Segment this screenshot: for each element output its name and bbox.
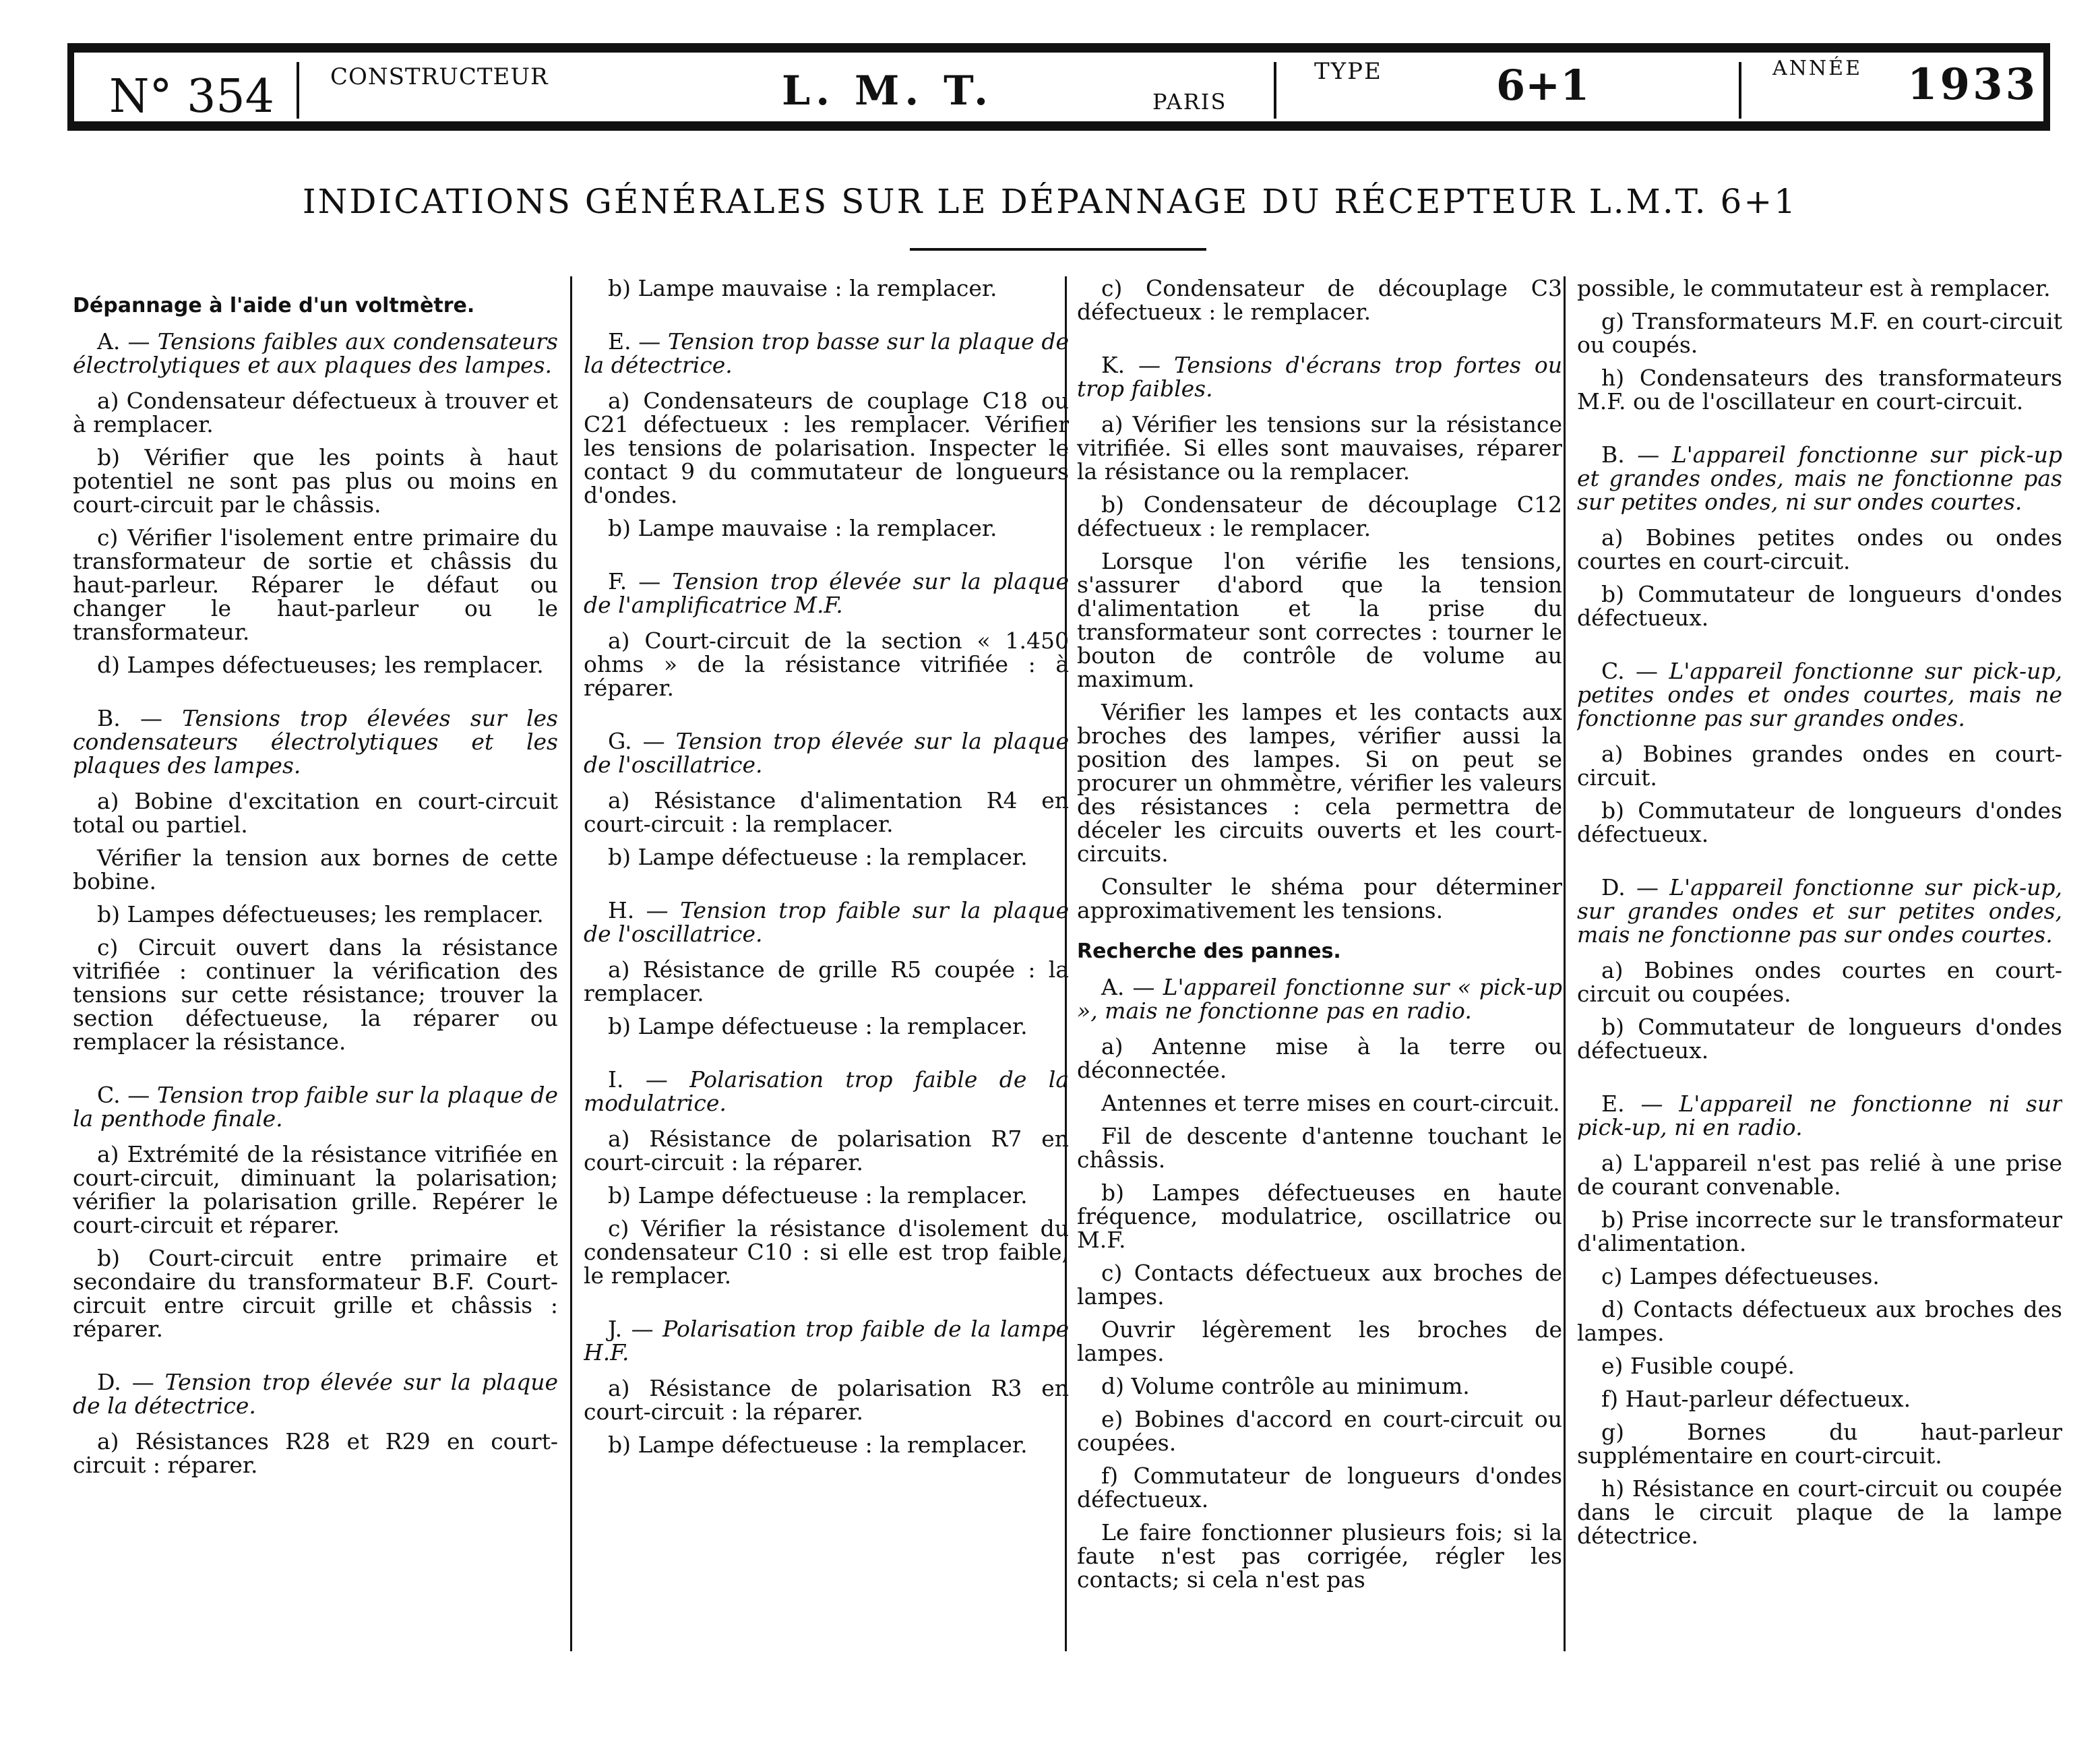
type-value: 6+1 bbox=[1496, 61, 1590, 110]
column-3 bbox=[1077, 276, 1562, 1672]
paragraph: f) Commutateur de longueurs d'ondes défectueux. bbox=[1077, 1463, 1562, 1512]
constructor-city: PARIS bbox=[1152, 89, 1227, 115]
paragraph: a) Extrémité de la résistance vitrifiée en court-circuit, diminuant la polarisation; vérifier la polarisation grille. Repérer le court-circuit et réparer. bbox=[73, 1141, 558, 1238]
paragraph: c) Circuit ouvert dans la résistance vitrifiée : continuer la vérification des tensions sur cette résistance; trouver la section défectueuse, la réparer ou remplacer la résistance. bbox=[73, 934, 558, 1055]
column-4 bbox=[1577, 276, 2062, 1672]
paragraph: b) Lampe défectueuse : la remplacer. bbox=[608, 844, 1028, 870]
paragraph: Antennes et terre mises en court-circuit. bbox=[1101, 1090, 1560, 1116]
constructor-name: L. M. T. bbox=[782, 67, 993, 115]
paragraph: b) Lampe mauvaise : la remplacer. bbox=[608, 276, 997, 301]
paragraph: a) Résistance d'alimentation R4 en court-circuit : la remplacer. bbox=[584, 787, 1069, 837]
paragraph: e) Fusible coupé. bbox=[1601, 1353, 1795, 1379]
year-value: 1933 bbox=[1907, 59, 2039, 110]
paragraph: b) Lampes défectueuses en haute fréquence, modulatrice, oscillatrice ou M.F. bbox=[1077, 1179, 1562, 1253]
paragraph: d) Volume contrôle au minimum. bbox=[1101, 1373, 1470, 1399]
paragraph: a) Résistance de polarisation R7 en court-circuit : la réparer. bbox=[584, 1126, 1069, 1175]
paragraph: d) Contacts défectueux aux broches des lampes. bbox=[1577, 1296, 2062, 1346]
paragraph: d) Lampes défectueuses; les remplacer. bbox=[97, 652, 544, 678]
paragraph: a) Résistance de polarisation R3 en court-circuit : la réparer. bbox=[584, 1375, 1069, 1425]
section-title: A. — Tensions faibles aux condensateurs électrolytiques et aux plaques des lampes. bbox=[73, 328, 558, 378]
paragraph: Ouvrir légèrement les broches de lampes. bbox=[1077, 1316, 1562, 1366]
paragraph: a) Résistances R28 et R29 en court-circuit : réparer. bbox=[73, 1428, 558, 1478]
section-title: A. — L'appareil fonctionne sur « pick-up », mais ne fonctionne pas en radio. bbox=[1077, 974, 1562, 1024]
paragraph: h) Condensateurs des transformateurs M.F. ou de l'oscillateur en court-circuit. bbox=[1577, 365, 2062, 415]
year-label: ANNÉE bbox=[1772, 57, 1862, 80]
paragraph: a) Condensateur défectueux à trouver et à remplacer. bbox=[73, 388, 558, 437]
type-label: TYPE bbox=[1314, 58, 1382, 85]
paragraph: a) Court-circuit de la section « 1.450 ohms » de la résistance vitrifiée : à réparer. bbox=[584, 627, 1069, 701]
section-title: E. — Tension trop basse sur la plaque de la détectrice. bbox=[584, 328, 1069, 378]
paragraph: b) Commutateur de longueurs d'ondes défectueux. bbox=[1577, 1014, 2062, 1064]
paragraph: g) Transformateurs M.F. en court-circuit ou coupés. bbox=[1577, 308, 2062, 358]
section-title: J. — Polarisation trop faible de la lampe H.F. bbox=[584, 1316, 1069, 1366]
column-divider bbox=[1564, 276, 1566, 1651]
paragraph: a) Vérifier les tensions sur la résistance vitrifiée. Si elles sont mauvaises, réparer la résistance ou la remplacer. bbox=[1077, 411, 1562, 485]
section-title: D. — L'appareil fonctionne sur pick-up, sur grandes ondes et sur petites ondes, mais ne fonctionne pas sur ondes courtes. bbox=[1577, 874, 2062, 948]
paragraph: a) Condensateurs de couplage C18 ou C21 défectueux : les remplacer. Vérifier les tensions de polarisation. Inspecter le contact 9 du commutateur de longueurs d'ondes. bbox=[584, 388, 1069, 508]
section-title: G. — Tension trop élevée sur la plaque de l'oscillatrice. bbox=[584, 728, 1069, 778]
section-heading: Dépannage à l'aide d'un voltmètre. bbox=[73, 294, 475, 317]
paragraph: h) Résistance en court-circuit ou coupée dans le circuit plaque de la lampe détectrice. bbox=[1577, 1475, 2062, 1549]
paragraph: c) Vérifier l'isolement entre primaire du transformateur de sortie et châssis du haut-parleur. Réparer le défaut ou changer le haut-parleur ou le transformateur. bbox=[73, 524, 558, 645]
paragraph: a) Antenne mise à la terre ou déconnectée. bbox=[1077, 1033, 1562, 1083]
column-2 bbox=[584, 276, 1069, 1672]
paragraph: b) Lampe mauvaise : la remplacer. bbox=[608, 515, 997, 541]
paragraph: b) Lampe défectueuse : la remplacer. bbox=[608, 1432, 1028, 1458]
header-divider bbox=[1274, 62, 1276, 119]
paragraph: c) Lampes défectueuses. bbox=[1601, 1263, 1880, 1289]
paragraph: f) Haut-parleur défectueux. bbox=[1601, 1386, 1911, 1412]
paragraph: Fil de descente d'antenne touchant le châssis. bbox=[1077, 1123, 1562, 1173]
paragraph: b) Vérifier que les points à haut potentiel ne sont pas plus ou moins en court-circuit par le châssis. bbox=[73, 444, 558, 518]
paragraph: c) Vérifier la résistance d'isolement du condensateur C10 : si elle est trop faible, le remplacer. bbox=[584, 1215, 1069, 1289]
paragraph: a) Bobines grandes ondes en court-circuit. bbox=[1577, 741, 2062, 791]
paragraph: Le faire fonctionner plusieurs fois; si la faute n'est pas corrigée, régler les contacts; si cela n'est pas bbox=[1077, 1519, 1562, 1593]
sheet-number: N° 354 bbox=[109, 70, 274, 123]
header-divider bbox=[297, 62, 299, 119]
paragraph: Consulter le shéma pour déterminer approximativement les tensions. bbox=[1077, 874, 1562, 923]
paragraph: b) Commutateur de longueurs d'ondes défectueux. bbox=[1577, 581, 2062, 631]
paragraph: Lorsque l'on vérifie les tensions, s'assurer d'abord que la tension d'alimentation et la prise du transformateur sont correctes : tourner le bouton de contrôle de volume au maximum. bbox=[1077, 548, 1562, 692]
column-divider bbox=[570, 276, 572, 1651]
section-title: K. — Tensions d'écrans trop fortes ou trop faibles. bbox=[1077, 352, 1562, 402]
page-title: INDICATIONS GÉNÉRALES SUR LE DÉPANNAGE DU RÉCEPTEUR L.M.T. 6+1 bbox=[302, 182, 1798, 221]
paragraph: possible, le commutateur est à remplacer. bbox=[1577, 276, 2051, 301]
paragraph: b) Lampes défectueuses; les remplacer. bbox=[97, 901, 544, 927]
sheet-header bbox=[67, 43, 2050, 131]
title-underline bbox=[910, 248, 1206, 251]
paragraph: a) L'appareil n'est pas relié à une prise de courant convenable. bbox=[1577, 1150, 2062, 1200]
section-title: E. — L'appareil ne fonctionne ni sur pick-up, ni en radio. bbox=[1577, 1091, 2062, 1140]
paragraph: c) Contacts défectueux aux broches de lampes. bbox=[1077, 1260, 1562, 1310]
paragraph: b) Court-circuit entre primaire et secondaire du transformateur B.F. Court-circuit entre circuit grille et châssis : réparer. bbox=[73, 1245, 558, 1342]
column-1 bbox=[73, 276, 558, 1672]
paragraph: a) Bobines petites ondes ou ondes courtes en court-circuit. bbox=[1577, 524, 2062, 574]
paragraph: b) Commutateur de longueurs d'ondes défectueux. bbox=[1577, 797, 2062, 847]
section-heading: Recherche des pannes. bbox=[1077, 940, 1341, 963]
section-title: C. — Tension trop faible sur la plaque de la penthode finale. bbox=[73, 1082, 558, 1132]
section-title: C. — L'appareil fonctionne sur pick-up, petites ondes et ondes courtes, mais ne fonctionne pas sur grandes ondes. bbox=[1577, 658, 2062, 731]
section-title: H. — Tension trop faible sur la plaque de l'oscillatrice. bbox=[584, 897, 1069, 947]
section-title: F. — Tension trop élevée sur la plaque de l'amplificatrice M.F. bbox=[584, 568, 1069, 618]
paragraph: g) Bornes du haut-parleur supplémentaire en court-circuit. bbox=[1577, 1419, 2062, 1469]
paragraph: e) Bobines d'accord en court-circuit ou coupées. bbox=[1077, 1406, 1562, 1456]
section-title: I. — Polarisation trop faible de la modulatrice. bbox=[584, 1066, 1069, 1116]
paragraph: Vérifier la tension aux bornes de cette bobine. bbox=[73, 845, 558, 894]
paragraph: b) Prise incorrecte sur le transformateur d'alimentation. bbox=[1577, 1206, 2062, 1256]
section-title: B. — L'appareil fonctionne sur pick-up et grandes ondes, mais ne fonctionne pas sur petites ondes, ni sur ondes courtes. bbox=[1577, 441, 2062, 515]
constructor-label: CONSTRUCTEUR bbox=[330, 63, 549, 90]
header-divider bbox=[1739, 62, 1741, 119]
paragraph: a) Bobines ondes courtes en court-circuit ou coupées. bbox=[1577, 957, 2062, 1007]
paragraph: c) Condensateur de découplage C3 défectueux : le remplacer. bbox=[1077, 276, 1562, 325]
section-title: D. — Tension trop élevée sur la plaque de la détectrice. bbox=[73, 1369, 558, 1419]
paragraph: b) Lampe défectueuse : la remplacer. bbox=[608, 1182, 1028, 1208]
paragraph: b) Lampe défectueuse : la remplacer. bbox=[608, 1013, 1028, 1039]
paragraph: b) Condensateur de découplage C12 défectueux : le remplacer. bbox=[1077, 491, 1562, 541]
paragraph: Vérifier les lampes et les contacts aux broches des lampes, vérifier aussi la position des lampes. Si on peut se procurer un ohmmètre, vérifier les valeurs des résistances : cela permettra de déceler les circuits ouverts et les court-circuits. bbox=[1077, 699, 1562, 867]
section-title: B. — Tensions trop élevées sur les condensateurs électrolytiques et les plaques des lampes. bbox=[73, 705, 558, 778]
paragraph: a) Bobine d'excitation en court-circuit total ou partiel. bbox=[73, 788, 558, 838]
paragraph: a) Résistance de grille R5 coupée : la remplacer. bbox=[584, 956, 1069, 1006]
